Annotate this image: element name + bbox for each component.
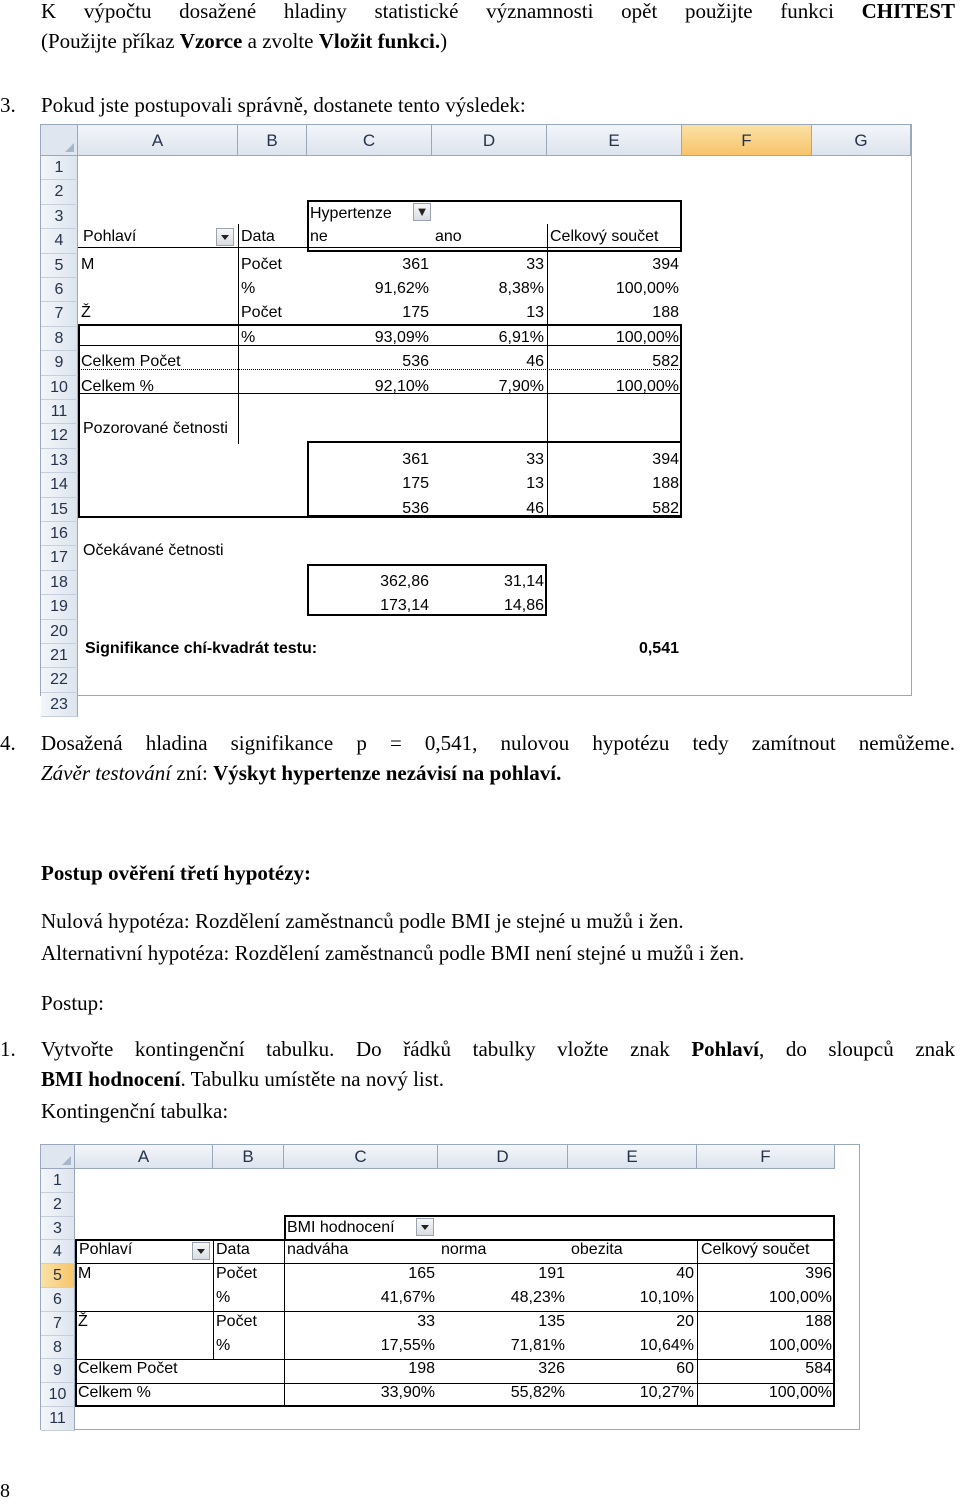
header-data: Data [241,228,275,245]
pivot-field-hypertenze: Hypertenze [310,205,392,222]
select-all-corner[interactable] [41,125,78,156]
filter-icon[interactable]: ▼ [413,203,431,221]
row-header-5[interactable]: 5 [41,1264,75,1288]
value-cell: 188 [652,304,679,322]
value-cell: 191 [538,1265,565,1283]
value-cell: 326 [538,1360,565,1378]
row-header-11[interactable]: 11 [41,1407,75,1431]
text-span: (Použijte příkaz [41,29,180,53]
value-cell: 17,55% [380,1336,435,1354]
value-cell: 60 [676,1360,694,1378]
null-hypothesis: Nulová hypotéza: Rozdělení zaměstnanců podle BMI je stejné u mužů i žen. [41,909,684,933]
column-header-g[interactable]: G [812,125,911,156]
value-cell: 100,00% [615,377,679,395]
significance-value: 0,541 [638,640,679,657]
observed-label: Pozorované četnosti [83,420,228,437]
page-number: 8 [0,1480,10,1502]
row-header-6[interactable]: 6 [41,278,78,302]
header-nadvaha: nadváha [287,1241,349,1258]
insert-function-command: Vložit funkci. [318,29,441,53]
row-header-10[interactable]: 10 [41,1383,75,1407]
row-label: Ž [81,304,91,322]
row-header-9[interactable]: 9 [41,1359,75,1383]
heading-third-hypothesis [41,860,311,886]
step-4-text: Dosažená hladina signifikance p = 0,541, nulovou hypotézu tedy zamítnout nemůžeme. [41,731,955,755]
column-header-a[interactable]: A [75,1145,213,1169]
row-header-8[interactable]: 8 [41,327,78,351]
row-header-4[interactable]: 4 [41,1240,75,1264]
value-cell: 20 [676,1312,694,1330]
row-header-22[interactable]: 22 [41,668,78,692]
value-cell: 10,64% [639,1336,694,1354]
row-header-5[interactable]: 5 [41,254,78,278]
value-cell: 100,00% [768,1289,832,1306]
value-cell: 100,00% [768,1336,832,1354]
value-cell: 175 [402,304,429,322]
value-cell: 198 [408,1360,435,1378]
header-celkovy-soucet: Celkový součet [550,228,659,245]
header-pohlavi: Pohlaví [83,228,137,245]
value-cell: 71,81% [510,1336,565,1354]
row-header-4[interactable]: 4 [41,229,78,253]
row-measure: Počet [216,1312,257,1330]
row-header-13[interactable]: 13 [41,449,78,473]
heading-text: Postup ověření třetí hypotézy: [41,861,312,885]
row-header-3[interactable]: 3 [41,205,78,229]
row-measure: % [216,1289,231,1306]
value-cell: 394 [652,255,679,273]
observed-cell: 13 [526,475,544,493]
value-cell: 100,00% [615,328,679,346]
spreadsheet-hypertension [40,124,912,713]
value-cell: 536 [402,353,429,371]
value-cell: 165 [408,1265,435,1283]
column-header-d[interactable]: D [438,1145,568,1169]
row-label: M [78,1265,92,1283]
value-cell: 33,90% [380,1384,435,1402]
expected-label: Očekávané četnosti [83,542,224,559]
value-cell: 361 [402,255,429,273]
postup-label: Postup: [41,991,105,1015]
header-data: Data [216,1241,250,1258]
chitest-text: K výpočtu dosažené hladiny statistické významnosti opět použijte funkci [41,0,862,23]
conclusion-label: Závěr testování [41,761,172,785]
observed-cell: 175 [402,475,429,493]
row-label: Ž [78,1312,88,1330]
alternative-hypothesis: Alternativní hypotéza: Rozdělení zaměstnanců podle BMI není stejné u mužů i žen. [41,941,745,965]
value-cell: 33 [526,255,544,273]
column-header-d[interactable]: D [432,125,547,156]
step-4-number: 4. [0,731,16,755]
row-header-1[interactable]: 1 [41,156,78,180]
row-measure: Počet [241,255,282,273]
row-header-20[interactable]: 20 [41,620,78,644]
row-label: Celkem % [78,1384,151,1402]
select-all-corner[interactable] [41,1145,75,1169]
expected-cell: 173,14 [380,597,429,615]
value-cell: 100,00% [615,280,679,297]
row-header-21[interactable]: 21 [41,644,78,668]
row-header-7[interactable]: 7 [41,302,78,326]
row-header-19[interactable]: 19 [41,595,78,619]
formulas-command: Vzorce [179,29,243,53]
paragraph-chitest-line2 [41,28,447,54]
value-cell: 48,23% [510,1289,565,1306]
text-span: a zvolte [242,29,319,53]
row-header-17[interactable]: 17 [41,546,78,570]
row-header-6[interactable]: 6 [41,1288,75,1312]
observed-cell: 46 [526,499,544,517]
row-header-8[interactable]: 8 [41,1336,75,1360]
significance-label: Signifikance chí-kvadrát testu: [85,640,318,657]
column-header-b[interactable]: B [238,125,307,156]
row-label: M [81,255,95,273]
row-header-16[interactable]: 16 [41,522,78,546]
column-header-e[interactable]: E [568,1145,697,1169]
header-pohlavi: Pohlaví [79,1241,133,1258]
grid-line [75,1263,835,1264]
row-header-14[interactable]: 14 [41,473,78,497]
row-header-7[interactable]: 7 [41,1312,75,1336]
expected-cell: 362,86 [380,572,429,590]
row-measure: % [241,280,256,297]
value-cell: 135 [538,1312,565,1330]
text-span: , do sloupců znak [759,1037,955,1061]
contingency-table-label: Kontingenční tabulka: [41,1099,229,1123]
header-ne: ne [310,228,328,245]
observed-cell: 33 [526,450,544,468]
text-span: zní: [171,761,214,785]
field-bmi: BMI hodnocení [41,1067,181,1091]
row-header-2[interactable]: 2 [41,1193,75,1217]
row-header-11[interactable]: 11 [41,400,78,424]
row-header-12[interactable]: 12 [41,424,78,448]
row-header-1[interactable]: 1 [41,1169,75,1193]
row-label: Celkem % [81,377,154,395]
paragraph-chitest-line1 [41,0,955,24]
row-label: Celkem Počet [81,353,181,371]
observed-cell: 394 [652,450,679,468]
column-header-c[interactable]: C [307,125,432,156]
step-3-number: 3. [0,93,16,117]
value-cell: 46 [526,353,544,371]
step-1-line1 [41,1036,955,1062]
header-norma: norma [441,1241,487,1258]
value-cell: 41,67% [380,1289,435,1306]
row-header-18[interactable]: 18 [41,571,78,595]
value-cell: 7,90% [498,377,544,395]
row-measure: % [241,328,256,346]
row-header-9[interactable]: 9 [41,351,78,375]
step-1-number: 1. [0,1037,16,1061]
column-header-e[interactable]: E [547,125,682,156]
value-cell: 92,10% [374,377,429,395]
value-cell: 396 [805,1265,832,1283]
column-header-f[interactable]: F [697,1145,835,1169]
value-cell: 55,82% [510,1384,565,1402]
chitest-function: CHITEST [861,0,955,23]
text-span: . Tabulku umístěte na nový list. [180,1067,444,1091]
row-measure: % [216,1336,231,1354]
value-cell: 8,38% [498,280,544,297]
observed-cell: 536 [402,499,429,517]
pivot-field-bmi: BMI hodnocení [287,1219,395,1236]
value-cell: 13 [526,304,544,322]
text-span: Vytvořte kontingenční tabulku. Do řádků tabulky vložte znak [41,1037,692,1061]
row-measure: Počet [241,304,282,322]
spreadsheet-bmi [40,1144,860,1430]
header-ano: ano [435,228,462,245]
grid-line [78,247,682,248]
value-cell: 6,91% [498,328,544,346]
step-3-text: Pokud jste postupovali správně, dostanete tento výsledek: [41,93,526,117]
step-1-line2 [41,1066,444,1092]
dropdown-arrow-icon[interactable] [216,228,234,246]
column-header-c[interactable]: C [284,1145,438,1169]
row-header-2[interactable]: 2 [41,180,78,204]
value-cell: 93,09% [374,328,429,346]
conclusion [41,760,561,786]
column-header-a[interactable]: A [78,125,238,156]
row-header-10[interactable]: 10 [41,376,78,400]
field-pohlavi: Pohlaví [691,1037,759,1061]
value-cell: 91,62% [374,280,429,297]
value-cell: 100,00% [768,1384,832,1402]
column-header-f[interactable]: F [682,125,812,156]
value-cell: 584 [805,1360,832,1378]
row-header-15[interactable]: 15 [41,498,78,522]
value-cell: 10,10% [639,1289,694,1306]
value-cell: 40 [676,1265,694,1283]
value-cell: 10,27% [639,1384,694,1402]
row-header-3[interactable]: 3 [41,1217,75,1241]
value-cell: 33 [417,1312,435,1330]
expected-cell: 14,86 [503,597,544,615]
value-cell: 582 [652,353,679,371]
expected-cell: 31,14 [503,572,544,590]
header-obezita: obezita [571,1241,623,1258]
observed-cell: 361 [402,450,429,468]
dropdown-arrow-icon[interactable] [416,1218,434,1236]
conclusion-result: Výskyt hypertenze nezávisí na pohlaví. [213,761,562,785]
observed-cell: 188 [652,475,679,493]
value-cell: 188 [805,1312,832,1330]
header-celkovy-soucet: Celkový součet [701,1241,810,1258]
row-label: Celkem Počet [78,1360,178,1378]
column-header-b[interactable]: B [213,1145,284,1169]
text-span: ) [440,29,448,53]
row-measure: Počet [216,1265,257,1283]
dropdown-arrow-icon[interactable] [192,1242,210,1260]
row-header-23[interactable]: 23 [41,693,78,717]
observed-cell: 582 [652,499,679,517]
